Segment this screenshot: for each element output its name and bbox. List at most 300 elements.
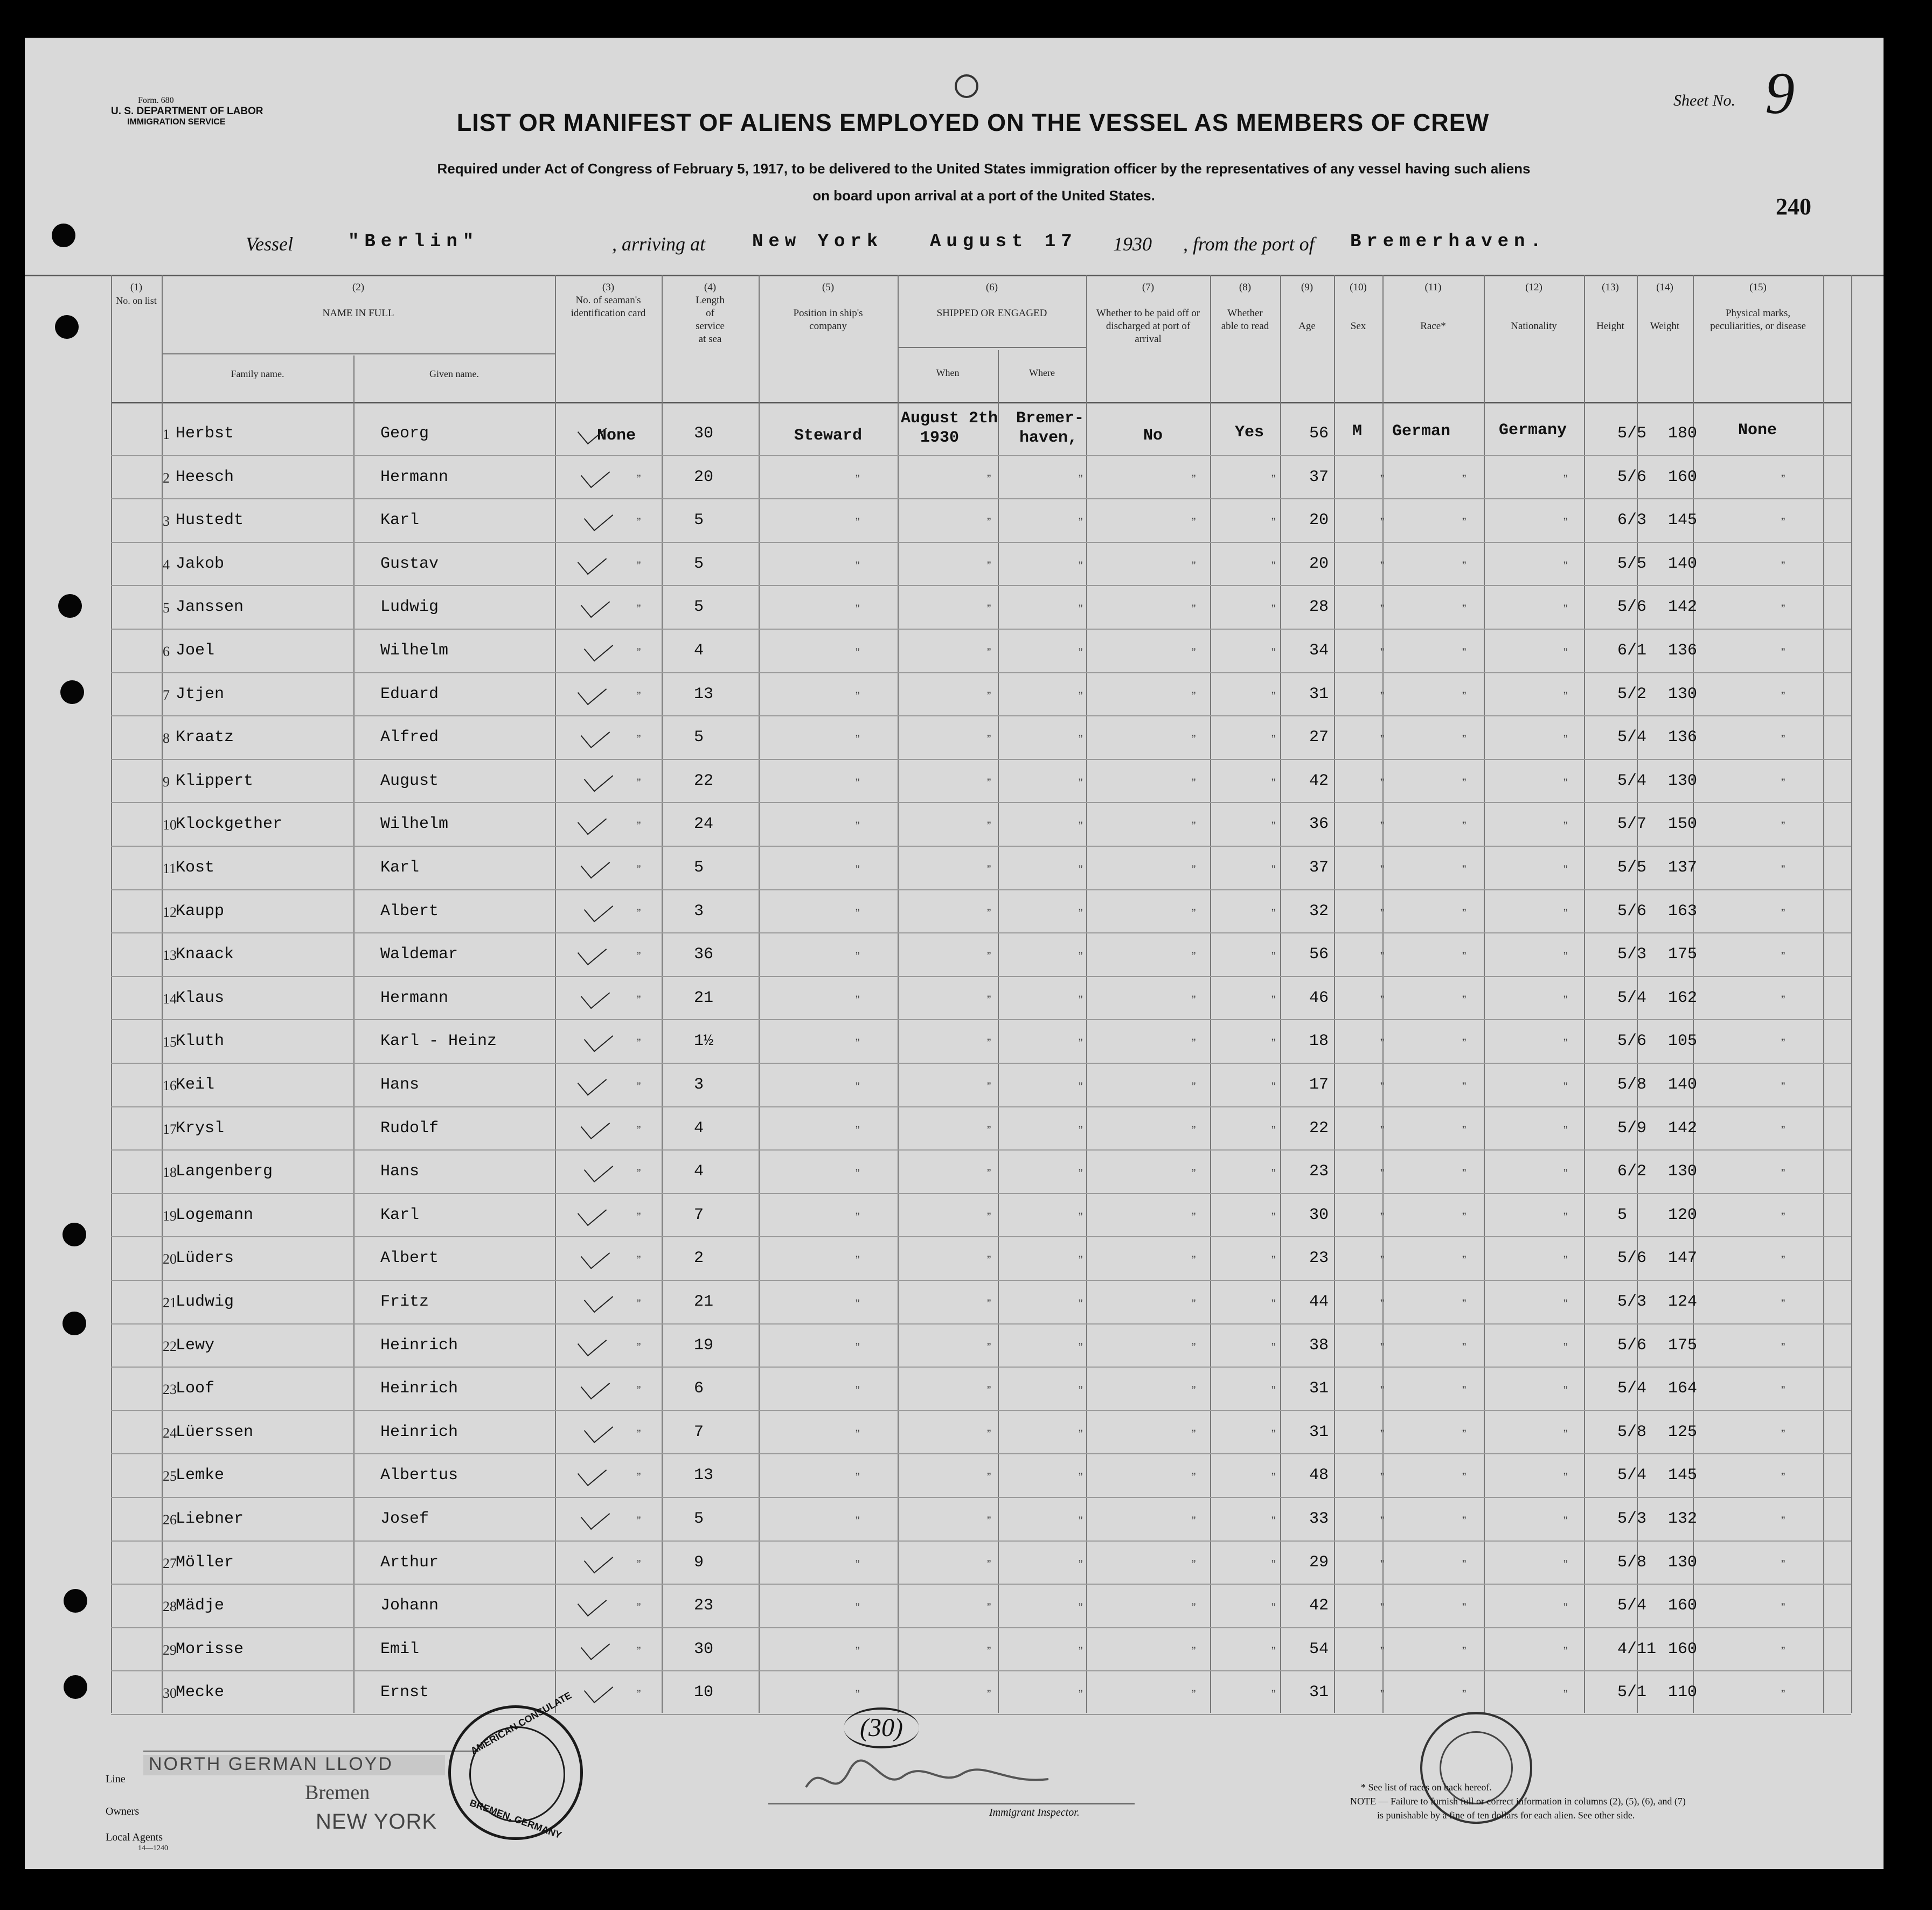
ditto-mark: ”: [637, 1470, 641, 1484]
ditto-mark: ”: [1192, 1557, 1196, 1571]
row-number: 29: [163, 1642, 177, 1658]
ditto-mark: ”: [1079, 1080, 1083, 1093]
ditto-mark: ”: [1079, 733, 1083, 747]
consulate-stamp-text: AMERICAN CONSULATE: [468, 1690, 574, 1756]
row-number: 24: [163, 1425, 177, 1441]
height: 5/4: [1617, 728, 1647, 747]
service-length: 4: [694, 1119, 704, 1138]
header-bottom-rule: [111, 402, 1851, 403]
ditto-mark: ”: [1380, 1644, 1385, 1658]
given-name: Josef: [380, 1510, 429, 1528]
ditto-mark: ”: [1781, 1340, 1785, 1354]
ditto-mark: ”: [1192, 863, 1196, 876]
ditto-mark: ”: [1192, 1167, 1196, 1181]
row1-sex: M: [1352, 422, 1363, 441]
table-row: [111, 415, 1851, 458]
ditto-mark: ”: [1192, 472, 1196, 486]
family-name: Kluth: [176, 1032, 225, 1051]
ditto-mark: ”: [987, 1688, 991, 1702]
weight: 180: [1668, 424, 1698, 443]
col-header-4: (4) Length of service at sea: [696, 282, 725, 345]
given-name: Rudolf: [380, 1119, 439, 1138]
ditto-mark: ”: [987, 993, 991, 1007]
where-header: Where: [1029, 367, 1055, 378]
ditto-mark: ”: [987, 863, 991, 876]
vessel-label: Vessel: [246, 233, 293, 255]
ditto-mark: ”: [1271, 1297, 1276, 1310]
ditto-mark: ”: [1271, 1427, 1276, 1441]
ditto-mark: ”: [987, 559, 991, 573]
ditto-mark: ”: [1271, 819, 1276, 833]
ditto-mark: ”: [856, 515, 860, 529]
ditto-mark: ”: [1781, 515, 1785, 529]
ditto-mark: ”: [1563, 1427, 1568, 1441]
table-row: [111, 849, 1851, 892]
ditto-mark: ”: [1380, 819, 1385, 833]
ditto-mark: ”: [1192, 1644, 1196, 1658]
col-header-7: (7) Whether to be paid off or discharged at port of arrival: [1096, 282, 1200, 345]
check-mark-icon: [578, 1458, 607, 1487]
ditto-mark: ”: [1462, 1514, 1467, 1528]
inspector-label: Immigrant Inspector.: [989, 1807, 1080, 1818]
punch-hole: [52, 224, 75, 247]
given-name: Heinrich: [380, 1423, 458, 1441]
punch-hole: [64, 1675, 87, 1699]
arrival-port: New York: [752, 232, 884, 252]
ditto-mark: ”: [637, 1514, 641, 1528]
service-length: 24: [694, 815, 714, 834]
ditto-mark: ”: [1192, 1601, 1196, 1615]
table-row: [111, 1153, 1851, 1196]
table-row: [111, 1196, 1851, 1239]
age: 31: [1309, 1379, 1329, 1398]
ditto-mark: ”: [1380, 1514, 1385, 1528]
family-name: Lüders: [176, 1249, 234, 1268]
ditto-mark: ”: [1781, 1644, 1785, 1658]
ditto-mark: ”: [637, 906, 641, 920]
ditto-mark: ”: [1271, 1470, 1276, 1484]
weight: 110: [1668, 1683, 1698, 1702]
ditto-mark: ”: [637, 1688, 641, 1702]
ditto-mark: ”: [1380, 1253, 1385, 1267]
agents-value: NEW YORK: [316, 1810, 437, 1834]
family-name: Mecke: [176, 1683, 225, 1702]
ditto-mark: ”: [1462, 602, 1467, 616]
ditto-mark: ”: [1781, 646, 1785, 659]
ditto-mark: ”: [1781, 1123, 1785, 1137]
ditto-mark: ”: [1271, 1644, 1276, 1658]
ditto-mark: ”: [987, 1427, 991, 1441]
table-top-rule: [25, 275, 1884, 276]
given-name: Hermann: [380, 468, 449, 486]
given-name: Albert: [380, 1249, 439, 1268]
age: 20: [1309, 554, 1329, 573]
total-count: (30): [844, 1707, 919, 1748]
age: 22: [1309, 1119, 1329, 1138]
height: 5/6: [1617, 1249, 1647, 1268]
ditto-mark: ”: [856, 1427, 860, 1441]
ditto-mark: ”: [1563, 733, 1568, 747]
ditto-mark: ”: [1462, 863, 1467, 876]
ditto-mark: ”: [987, 1297, 991, 1310]
row-number: 17: [163, 1121, 177, 1137]
ditto-mark: ”: [987, 1253, 991, 1267]
row1-when-2: 1930: [920, 429, 960, 447]
family-name: Liebner: [176, 1510, 244, 1528]
height: 5/3: [1617, 945, 1647, 964]
ditto-mark: ”: [1079, 1340, 1083, 1354]
height: 5/4: [1617, 988, 1647, 1007]
ditto-mark: ”: [637, 1427, 641, 1441]
col-header-6: (6) SHIPPED OR ENGAGED: [936, 282, 1047, 319]
ditto-mark: ”: [1781, 1080, 1785, 1093]
given-name: August: [380, 771, 439, 790]
table-row: [111, 1066, 1851, 1109]
age: 37: [1309, 859, 1329, 877]
ditto-mark: ”: [1563, 1340, 1568, 1354]
line-rule: [143, 1751, 477, 1752]
ditto-mark: ”: [1781, 559, 1785, 573]
height: 5/6: [1617, 1336, 1647, 1355]
row-number: 9: [163, 773, 170, 790]
ditto-mark: ”: [987, 1470, 991, 1484]
col-header-15: (15) Physical marks, peculiarities, or disease: [1710, 282, 1806, 332]
height: 5: [1617, 1205, 1628, 1224]
service-length: 22: [694, 771, 714, 790]
check-mark-icon: [584, 503, 614, 532]
weight: 175: [1668, 1336, 1698, 1355]
ditto-mark: ”: [637, 950, 641, 964]
ditto-mark: ”: [1781, 1688, 1785, 1702]
check-mark-icon: [584, 1285, 614, 1313]
row-number: 6: [163, 644, 170, 659]
age: 20: [1309, 511, 1329, 530]
row-number: 1: [163, 427, 170, 442]
ditto-mark: ”: [1380, 1036, 1385, 1050]
given-name: Albertus: [380, 1466, 458, 1485]
row-number: 8: [163, 730, 170, 747]
ditto-mark: ”: [1462, 1340, 1467, 1354]
ditto-mark: ”: [1563, 1297, 1568, 1310]
given-name: Arthur: [380, 1553, 439, 1572]
ditto-mark: ”: [856, 1384, 860, 1398]
check-mark-icon: [581, 1241, 610, 1270]
ditto-mark: ”: [1380, 1167, 1385, 1181]
ditto-mark: ”: [1563, 646, 1568, 659]
height: 5/8: [1617, 1076, 1647, 1094]
family-name: Janssen: [176, 598, 244, 617]
ditto-mark: ”: [1781, 1253, 1785, 1267]
weight: 130: [1668, 771, 1698, 790]
service-length: 9: [694, 1553, 704, 1572]
age: 23: [1309, 1162, 1329, 1181]
weight: 130: [1668, 1162, 1698, 1181]
col-header-3: (3) No. of seaman's identification card: [571, 282, 646, 319]
from-label: , from the port of: [1183, 233, 1315, 255]
service-length: 2: [694, 1249, 704, 1268]
ditto-mark: ”: [856, 1601, 860, 1615]
check-mark-icon: [578, 937, 607, 966]
ditto-mark: ”: [1462, 1080, 1467, 1093]
age: 44: [1309, 1293, 1329, 1311]
height: 5/4: [1617, 1466, 1647, 1485]
service-length: 23: [694, 1597, 714, 1615]
row1-marks: None: [1738, 421, 1777, 440]
weight: 140: [1668, 554, 1698, 573]
ditto-mark: ”: [1271, 689, 1276, 703]
service-length: 30: [694, 424, 714, 443]
height: 6/1: [1617, 642, 1647, 660]
ditto-mark: ”: [637, 1644, 641, 1658]
check-mark-icon: [584, 1545, 614, 1573]
given-name: Heinrich: [380, 1379, 458, 1398]
service-length: 4: [694, 1162, 704, 1181]
shipped-subheader-rule: [898, 347, 1086, 348]
col-header-2: (2) NAME IN FULL: [322, 282, 394, 319]
service-length: 3: [694, 902, 704, 921]
family-name: Morisse: [176, 1640, 244, 1658]
service-length: 7: [694, 1205, 704, 1224]
table-row: [111, 1500, 1851, 1543]
weight: 124: [1668, 1293, 1698, 1311]
row-number: 12: [163, 904, 177, 920]
ditto-mark: ”: [1192, 646, 1196, 659]
ditto-mark: ”: [637, 1340, 641, 1354]
owners-value: Bremen: [305, 1781, 370, 1804]
punch-hole: [60, 680, 84, 704]
ditto-mark: ”: [637, 515, 641, 529]
ditto-mark: ”: [1271, 602, 1276, 616]
family-name: Joel: [176, 642, 215, 660]
ditto-mark: ”: [1781, 993, 1785, 1007]
ditto-mark: ”: [1271, 472, 1276, 486]
sheet-label: Sheet No.: [1673, 92, 1735, 109]
family-name: Möller: [176, 1553, 234, 1572]
ditto-mark: ”: [1563, 863, 1568, 876]
ditto-mark: ”: [856, 776, 860, 790]
consulate-stamp: [448, 1690, 583, 1841]
table-row: [111, 1110, 1851, 1153]
family-name: Kaupp: [176, 902, 225, 921]
table-row: [111, 588, 1851, 631]
ditto-mark: ”: [637, 733, 641, 747]
given-name: Karl: [380, 859, 420, 877]
ditto-mark: ”: [637, 472, 641, 486]
service-length: 30: [694, 1640, 714, 1658]
ditto-mark: ”: [1781, 776, 1785, 790]
family-name: Krysl: [176, 1119, 225, 1138]
height: 5/9: [1617, 1119, 1647, 1138]
height: 5/8: [1617, 1423, 1647, 1441]
ditto-mark: ”: [1563, 950, 1568, 964]
table-row: [111, 719, 1851, 762]
ditto-mark: ”: [1563, 1644, 1568, 1658]
table-row: [111, 458, 1851, 501]
ditto-mark: ”: [987, 1123, 991, 1137]
table-row: [111, 632, 1851, 675]
ditto-mark: ”: [1192, 906, 1196, 920]
col-header-11: (11) Race*: [1420, 282, 1446, 332]
ditto-mark: ”: [856, 733, 860, 747]
ditto-mark: ”: [1563, 819, 1568, 833]
weight: 160: [1668, 1597, 1698, 1615]
ditto-mark: ”: [1462, 472, 1467, 486]
height: 5/6: [1617, 902, 1647, 921]
ditto-mark: ”: [637, 776, 641, 790]
col-header-9: (9) Age: [1298, 282, 1316, 332]
given-name: Karl: [380, 1205, 420, 1224]
ditto-mark: ”: [1781, 1384, 1785, 1398]
ditto-mark: ”: [1462, 1253, 1467, 1267]
ditto-mark: ”: [1781, 1036, 1785, 1050]
family-name: Knaack: [176, 945, 234, 964]
weight: 120: [1668, 1205, 1698, 1224]
family-name: Jakob: [176, 554, 225, 573]
row-number: 13: [163, 947, 177, 964]
ditto-mark: ”: [1271, 1210, 1276, 1224]
ditto-mark: ”: [1271, 1036, 1276, 1050]
line-value: NORTH GERMAN LLOYD: [149, 1754, 393, 1774]
check-mark-icon: [578, 807, 607, 835]
weight: 150: [1668, 815, 1698, 834]
ditto-mark: ”: [1079, 602, 1083, 616]
ditto-mark: ”: [1192, 1427, 1196, 1441]
ditto-mark: ”: [1563, 906, 1568, 920]
ditto-mark: ”: [1563, 1080, 1568, 1093]
col-divider: [1851, 275, 1852, 1713]
ditto-mark: ”: [1380, 906, 1385, 920]
check-mark-icon: [581, 720, 610, 749]
ditto-mark: ”: [1462, 1644, 1467, 1658]
check-mark-icon: [581, 1371, 610, 1400]
height: 5/6: [1617, 1032, 1647, 1051]
ditto-mark: ”: [637, 602, 641, 616]
ditto-mark: ”: [1192, 689, 1196, 703]
given-name: Eduard: [380, 685, 439, 703]
weight: 175: [1668, 945, 1698, 964]
row1-position: Steward: [794, 427, 863, 445]
ditto-mark: ”: [1271, 1384, 1276, 1398]
ditto-mark: ”: [1380, 472, 1385, 486]
table-row: [111, 805, 1851, 848]
ditto-mark: ”: [1192, 1080, 1196, 1093]
punch-hole: [55, 315, 79, 339]
row1-card: None: [597, 427, 636, 445]
ditto-mark: ”: [1192, 1384, 1196, 1398]
ditto-mark: ”: [1271, 1340, 1276, 1354]
ditto-mark: ”: [1380, 689, 1385, 703]
ditto-mark: ”: [856, 1167, 860, 1181]
given-name: Albert: [380, 902, 439, 921]
ditto-mark: ”: [1271, 733, 1276, 747]
table-row: [111, 1239, 1851, 1282]
family-name: Ludwig: [176, 1293, 234, 1311]
age: 32: [1309, 902, 1329, 921]
ditto-mark: ”: [856, 559, 860, 573]
ditto-mark: ”: [987, 776, 991, 790]
check-mark-icon: [584, 1154, 614, 1183]
ditto-mark: ”: [637, 1167, 641, 1181]
family-name: Langenberg: [176, 1162, 273, 1181]
ditto-mark: ”: [1192, 950, 1196, 964]
family-name: Heesch: [176, 468, 234, 486]
ditto-mark: ”: [1462, 559, 1467, 573]
given-name: Emil: [380, 1640, 420, 1658]
ditto-mark: ”: [1079, 1601, 1083, 1615]
service: IMMIGRATION SERVICE: [127, 117, 226, 127]
ditto-mark: ”: [637, 993, 641, 1007]
check-mark-icon: [584, 894, 614, 922]
punch-hole: [62, 1312, 86, 1335]
table-row: [111, 1630, 1851, 1674]
row-number: 3: [163, 513, 170, 529]
arriving-label: , arriving at: [612, 233, 706, 255]
ditto-mark: ”: [1079, 1036, 1083, 1050]
ditto-mark: ”: [1380, 602, 1385, 616]
row-number: 22: [163, 1338, 177, 1354]
weight: 136: [1668, 728, 1698, 747]
given-name-header: Given name.: [429, 368, 479, 379]
fine-note-line1: NOTE — Failure to furnish full or correct information in columns (2), (5), (6), and (7): [1350, 1796, 1686, 1807]
ditto-mark: ”: [1079, 1167, 1083, 1181]
ditto-mark: ”: [1781, 1557, 1785, 1571]
ditto-mark: ”: [1271, 515, 1276, 529]
ditto-mark: ”: [1380, 993, 1385, 1007]
ditto-mark: ”: [987, 515, 991, 529]
col-header-8: (8) Whether able to read: [1221, 282, 1269, 332]
ditto-mark: ”: [1462, 1427, 1467, 1441]
ditto-mark: ”: [1781, 1167, 1785, 1181]
inspector-signature: [801, 1755, 1054, 1803]
ditto-mark: ”: [856, 602, 860, 616]
ditto-mark: ”: [1079, 1123, 1083, 1137]
ditto-mark: ”: [1380, 1123, 1385, 1137]
weight: 162: [1668, 988, 1698, 1007]
ditto-mark: ”: [637, 1123, 641, 1137]
sheet-number: 9: [1765, 60, 1795, 126]
ditto-mark: ”: [1271, 1557, 1276, 1571]
table-row: [111, 1544, 1851, 1587]
ditto-mark: ”: [1781, 1601, 1785, 1615]
check-mark-icon: [581, 1111, 610, 1139]
given-name: Hans: [380, 1076, 420, 1094]
ditto-mark: ”: [1462, 1210, 1467, 1224]
check-mark-icon: [584, 1024, 614, 1052]
ditto-mark: ”: [1079, 906, 1083, 920]
ditto-mark: ”: [1380, 776, 1385, 790]
col-header-12: (12) Nationality: [1511, 282, 1557, 332]
age: 48: [1309, 1466, 1329, 1485]
service-length: 3: [694, 1076, 704, 1094]
check-mark-icon: [584, 764, 614, 792]
ditto-mark: ”: [987, 819, 991, 833]
weight: 142: [1668, 1119, 1698, 1138]
ditto-mark: ”: [856, 950, 860, 964]
ditto-mark: ”: [1271, 950, 1276, 964]
given-name: Karl: [380, 511, 420, 530]
service-length: 5: [694, 1510, 704, 1528]
ditto-mark: ”: [1380, 1340, 1385, 1354]
check-mark-icon: [584, 1415, 614, 1444]
agents-label: Local Agents: [106, 1831, 163, 1843]
age: 30: [1309, 1205, 1329, 1224]
given-name: Georg: [380, 424, 429, 443]
check-mark-icon: [584, 633, 614, 662]
ditto-mark: ”: [1462, 1167, 1467, 1181]
row1-when-1: August 2th: [901, 409, 998, 428]
row1-nationality: Germany: [1499, 421, 1567, 440]
ditto-mark: ”: [637, 689, 641, 703]
